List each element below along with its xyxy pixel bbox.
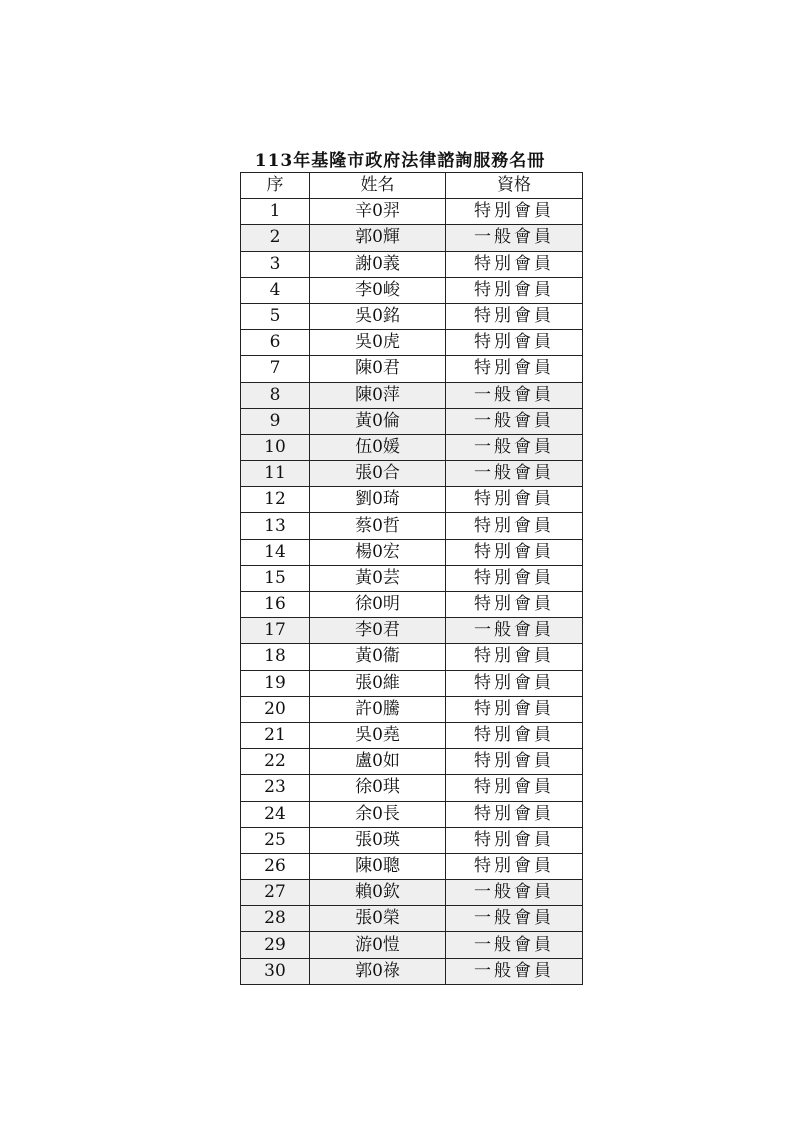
name-cell: 吳0虎 [310, 330, 446, 356]
header-row [241, 173, 583, 199]
table-row [241, 696, 583, 722]
name-cell: 黃0芸 [310, 565, 446, 591]
name-cell: 郭0祿 [310, 958, 446, 984]
header-seq: 序 [241, 173, 310, 199]
table-row [241, 565, 583, 591]
name-cell: 辛0羿 [310, 199, 446, 225]
seq-cell: 16 [241, 592, 310, 618]
seq-cell: 19 [241, 670, 310, 696]
header-qualification: 資格 [446, 173, 583, 199]
name-cell: 游0愷 [310, 932, 446, 958]
qualification-cell: 一般會員 [446, 618, 583, 644]
table-header [241, 173, 583, 199]
header-name: 姓名 [310, 173, 446, 199]
qualification-cell: 特別會員 [446, 330, 583, 356]
name-cell: 蔡0哲 [310, 513, 446, 539]
qualification-cell: 特別會員 [446, 277, 583, 303]
seq-cell: 29 [241, 932, 310, 958]
qualification-cell: 一般會員 [446, 382, 583, 408]
qualification-cell: 一般會員 [446, 906, 583, 932]
seq-cell: 9 [241, 408, 310, 434]
qualification-cell: 特別會員 [446, 827, 583, 853]
name-cell: 謝0義 [310, 251, 446, 277]
table-row [241, 618, 583, 644]
name-cell: 許0騰 [310, 696, 446, 722]
name-cell: 徐0琪 [310, 775, 446, 801]
name-cell: 余0長 [310, 801, 446, 827]
table-row [241, 880, 583, 906]
qualification-cell: 特別會員 [446, 592, 583, 618]
name-cell: 張0維 [310, 670, 446, 696]
table-row [241, 356, 583, 382]
qualification-cell: 特別會員 [446, 565, 583, 591]
name-cell: 伍0媛 [310, 434, 446, 460]
table-row [241, 434, 583, 460]
qualification-cell: 特別會員 [446, 775, 583, 801]
table-row [241, 670, 583, 696]
qualification-cell: 一般會員 [446, 958, 583, 984]
name-cell: 張0合 [310, 461, 446, 487]
table-row [241, 958, 583, 984]
qualification-cell: 一般會員 [446, 225, 583, 251]
qualification-cell: 特別會員 [446, 853, 583, 879]
member-roster-table [240, 172, 583, 985]
table-row [241, 199, 583, 225]
seq-cell: 11 [241, 461, 310, 487]
name-cell: 李0峻 [310, 277, 446, 303]
table-row [241, 303, 583, 329]
name-cell: 郭0輝 [310, 225, 446, 251]
seq-cell: 28 [241, 906, 310, 932]
table-row [241, 749, 583, 775]
table-row [241, 225, 583, 251]
seq-cell: 17 [241, 618, 310, 644]
seq-cell: 14 [241, 539, 310, 565]
name-cell: 劉0琦 [310, 487, 446, 513]
seq-cell: 25 [241, 827, 310, 853]
qualification-cell: 特別會員 [446, 513, 583, 539]
name-cell: 張0瑛 [310, 827, 446, 853]
name-cell: 徐0明 [310, 592, 446, 618]
qualification-cell: 特別會員 [446, 749, 583, 775]
name-cell: 吳0堯 [310, 722, 446, 748]
seq-cell: 20 [241, 696, 310, 722]
qualification-cell: 一般會員 [446, 880, 583, 906]
qualification-cell: 特別會員 [446, 251, 583, 277]
name-cell: 賴0欽 [310, 880, 446, 906]
table-row [241, 853, 583, 879]
name-cell: 李0君 [310, 618, 446, 644]
table-row [241, 539, 583, 565]
name-cell: 陳0萍 [310, 382, 446, 408]
table-row [241, 251, 583, 277]
qualification-cell: 特別會員 [446, 303, 583, 329]
qualification-cell: 一般會員 [446, 461, 583, 487]
table-row [241, 513, 583, 539]
qualification-cell: 特別會員 [446, 487, 583, 513]
qualification-cell: 一般會員 [446, 932, 583, 958]
seq-cell: 5 [241, 303, 310, 329]
seq-cell: 3 [241, 251, 310, 277]
table-row [241, 775, 583, 801]
seq-cell: 23 [241, 775, 310, 801]
page-title: 113年基隆市政府法律諮詢服務名冊 [254, 151, 546, 171]
seq-cell: 27 [241, 880, 310, 906]
seq-cell: 2 [241, 225, 310, 251]
seq-cell: 26 [241, 853, 310, 879]
seq-cell: 13 [241, 513, 310, 539]
seq-cell: 15 [241, 565, 310, 591]
qualification-cell: 特別會員 [446, 644, 583, 670]
seq-cell: 4 [241, 277, 310, 303]
qualification-cell: 特別會員 [446, 696, 583, 722]
name-cell: 盧0如 [310, 749, 446, 775]
qualification-cell: 特別會員 [446, 199, 583, 225]
seq-cell: 12 [241, 487, 310, 513]
name-cell: 吳0銘 [310, 303, 446, 329]
table-row [241, 801, 583, 827]
name-cell: 楊0宏 [310, 539, 446, 565]
qualification-cell: 特別會員 [446, 801, 583, 827]
table-row [241, 277, 583, 303]
table-row [241, 461, 583, 487]
table-row [241, 382, 583, 408]
name-cell: 陳0君 [310, 356, 446, 382]
table-row [241, 487, 583, 513]
table-row [241, 722, 583, 748]
table-row [241, 408, 583, 434]
qualification-cell: 特別會員 [446, 356, 583, 382]
table-row [241, 330, 583, 356]
seq-cell: 1 [241, 199, 310, 225]
qualification-cell: 特別會員 [446, 670, 583, 696]
table-body [241, 199, 583, 985]
seq-cell: 8 [241, 382, 310, 408]
name-cell: 張0榮 [310, 906, 446, 932]
name-cell: 黃0倫 [310, 408, 446, 434]
seq-cell: 10 [241, 434, 310, 460]
table-row [241, 592, 583, 618]
qualification-cell: 一般會員 [446, 434, 583, 460]
table-row [241, 906, 583, 932]
seq-cell: 22 [241, 749, 310, 775]
qualification-cell: 特別會員 [446, 539, 583, 565]
seq-cell: 18 [241, 644, 310, 670]
seq-cell: 30 [241, 958, 310, 984]
qualification-cell: 一般會員 [446, 408, 583, 434]
table-row [241, 932, 583, 958]
seq-cell: 7 [241, 356, 310, 382]
qualification-cell: 特別會員 [446, 722, 583, 748]
table-row [241, 644, 583, 670]
seq-cell: 6 [241, 330, 310, 356]
name-cell: 陳0聰 [310, 853, 446, 879]
table-row [241, 827, 583, 853]
seq-cell: 21 [241, 722, 310, 748]
name-cell: 黃0衞 [310, 644, 446, 670]
seq-cell: 24 [241, 801, 310, 827]
